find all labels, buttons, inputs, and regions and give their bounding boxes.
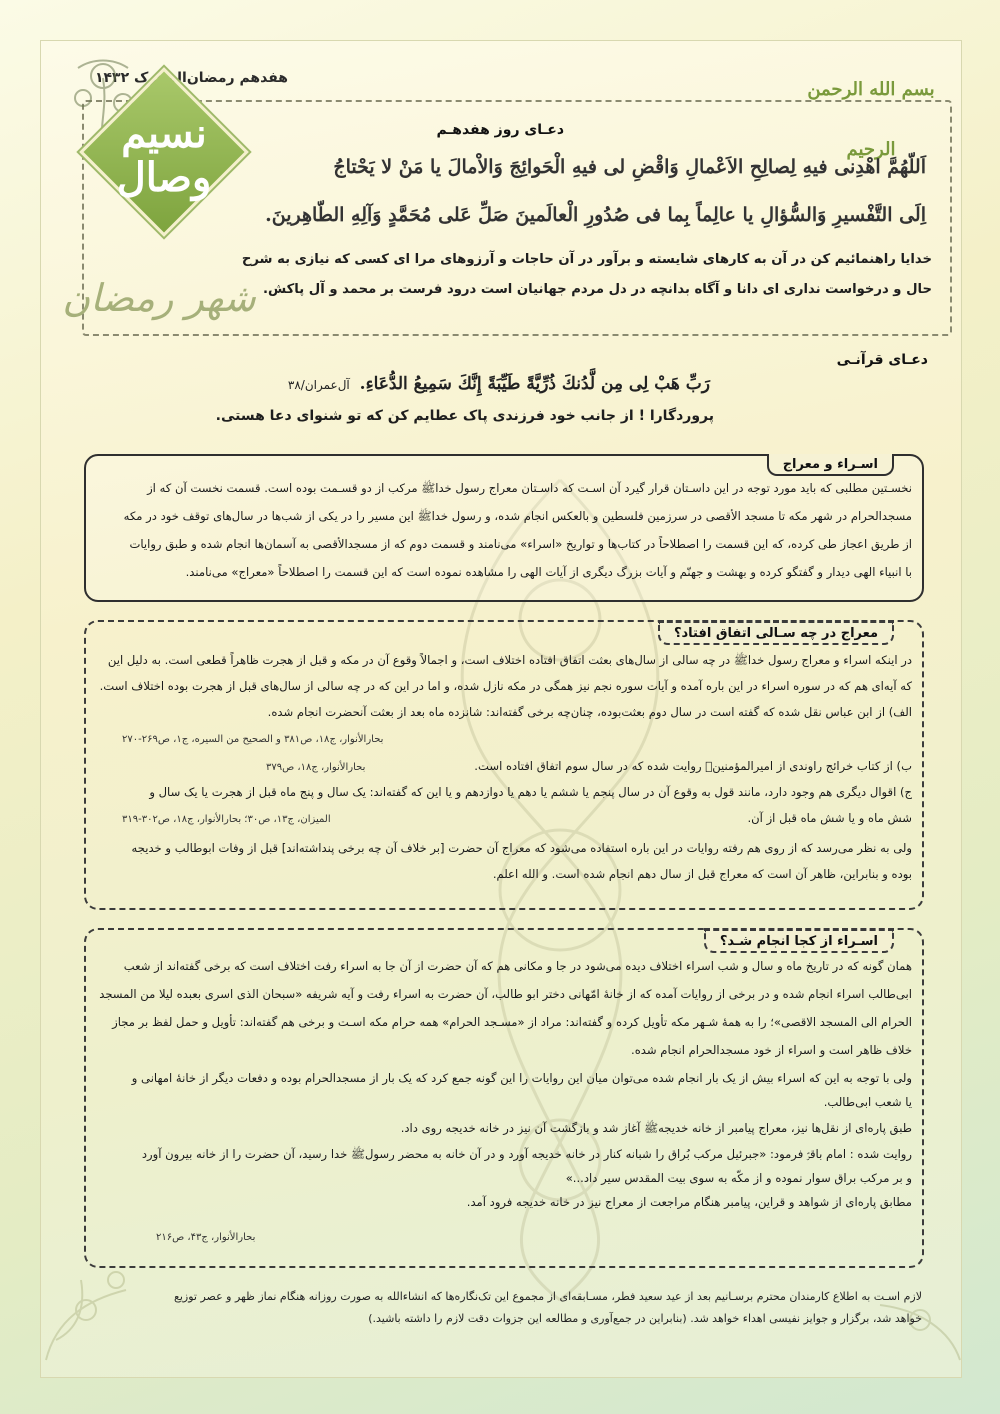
section1-line: با انبیاء الهی دیدار و گفتگو کرده و بهشت و جهنّم و آیات بزرگ دیگری از آیات الهی را مشاهده نموده است که این قسمت را اصطلاحاً «معراج» می‌نامند. bbox=[185, 565, 912, 579]
section2-line-d2: بوده و بنابراین، ظاهر آن است که معراج قبل از سال دهم انجام شده است. و الله اعلم. bbox=[492, 867, 912, 881]
section1-line: مسجدالحرام در شهر مکه تا مسجد الأقصی در سرزمین فلسطین و بالعکس انجام شده، و رسول خداﷺ این مسیر را در یکی از شب‌ها در سال‌های توقف خود در مکه bbox=[123, 509, 912, 523]
ramadan-calligraphy: شهر رمضان bbox=[62, 276, 256, 320]
section-isra-miraj bbox=[84, 454, 924, 602]
section-isra-miraj-title: اسـراء و معراج bbox=[767, 454, 894, 476]
reference-note: بحارالأنوار، ج۱۸، ص۳۸۱ و الصحیح من السیره، ج۱، ص۲۶۹-۲۷۰ bbox=[122, 734, 384, 745]
section3-line: خلاف ظاهر است و اسراء از خود مسجدالحرام انجام شده. bbox=[631, 1043, 912, 1057]
reference-note: بحارالأنوار، ج۱۸، ص۳۷۹ bbox=[266, 762, 366, 773]
section3-line: ولی با توجه به این که اسراء بیش از یک بار انجام شده می‌توان میان این روایات را این گونه جمع کرد که یک بار از مسجدالحرام بوده و دفعات دیگر از خانهٔ امهانی و bbox=[131, 1071, 912, 1085]
date-label: هفدهم رمضان‌المبارک ۱۴۳۲ bbox=[94, 70, 288, 86]
quranic-arabic bbox=[288, 374, 710, 394]
quranic-reference: آل‌عمران/۳۸ bbox=[287, 378, 350, 392]
footer-note-line-1: لازم اسـت به اطلاع کارمندان محترم برسـانیم بعد از عید سعید فطر، مسـابقه‌ای از مجموع این تک‌نگاره‌ها که انشاءالله به صورت روزانه هنگام نماز ظهر و عصر توزیع bbox=[174, 1290, 922, 1303]
footer-note-line-2: خواهد شد، برگزار و جوایز نفیسی اهداء خواهد شد. (بنابراین در جمع‌آوری و مطالعه این جزوات دقت لازم را داشته باشید.) bbox=[368, 1312, 922, 1325]
logo-text: نسیم وصال bbox=[116, 110, 212, 201]
section-miraj-year-title: معراج در چه سـالی اتفاق افتاد؟ bbox=[658, 620, 894, 645]
section3-line: طبق پاره‌ای از نقل‌ها نیز، معراج پیامبر از خانه خدیجهﷺ آغاز شد و بازگشت آن نیز در خانه خدیجه روی داد. bbox=[400, 1121, 912, 1135]
section2-line-b: ب) از کتاب خرائج راوندی از امیرالمؤمنینؑ روایت شده که در سال سوم اتفاق افتاده است. bbox=[474, 759, 912, 773]
bismillah-calligraphy: بسم الله الرحمن الرحیم bbox=[807, 79, 935, 160]
section3-line: و بر مرکب براق سوار نموده و از مکّه به سوی بیت المقدس سیر داد...» bbox=[565, 1171, 912, 1185]
section3-line: الحرام الی المسجد الاقصی»؛ را به همهٔ شـهر مکه تأویل کرده و گفته‌اند: مراد از «مسـجد الحرام» همه حرام مکه اسـت و برخی هم گفته‌اند: تأویل و حمل لفظ بر مجاز bbox=[112, 1015, 912, 1029]
section2-line: در اینکه اسراء و معراج رسول خداﷺ در چه سالی از سال‌های بعثت اتفاق افتاده اختلاف است، و اجمالاً وقوع آن در مکه و قبل از هجرت ظاهراً قطعی است. به دلیل این bbox=[107, 653, 912, 667]
dua-arabic-line-2: اِلَى التَّفْسيرِ وَالسُّؤالِ يا عالِماً بِما فى صُدُورِ الْعالَمينَ صَلِّ عَلى مُحَمَّدٍ وَآلِهِ الطّاهِرينَ. bbox=[265, 204, 926, 226]
dua-persian-line-2: حال و درخواست نداری ای دانا و آگاه بدانچه در دل مردم جهانیان است درود فرست بر محمد و آل پاکش. bbox=[262, 282, 932, 297]
quranic-arabic-text: رَبِّ هَبْ لِى مِن لَّدُنكَ ذُرِّيَّةً طَيِّبَةً إِنَّكَ سَمِيعُ الدُّعَاءِ. bbox=[359, 374, 710, 394]
section-miraj-year bbox=[84, 620, 924, 910]
section2-line-c1: ج) اقوال دیگری هم وجود دارد، مانند قول به وقوع آن در سال پنجم یا ششم یا دهم یا دوازدهم و یا این که گفته‌اند: یک سال و پنج ماه قبل از هجرت یا یک سال و bbox=[149, 785, 912, 799]
section3-line: روایت شده : امام باقرؑ فرمود: «جبرئیل مرکب بُراق را شبانه کنار در خانه خدیجه آورد و در آن خانه به محضر رسول‌ﷺ خدا رسید، آن حضرت را از خانه بیرون آورد bbox=[141, 1147, 912, 1161]
section1-line: از طریق اعجاز طی کرده، که این قسمت را اصطلاحاً در کتاب‌ها و تواریخ «اسراء» می‌نامند و قسمت دوم که از مسجدالأقصی به آسمان‌ها انجام شده و طبق روایات bbox=[129, 537, 912, 551]
section1-line: نخسـتین مطلبی که باید مورد توجه در این داسـتان قرار گیرد آن اسـت که داسـتان معراج رسول خداﷺ مرکب از دو قسـمت بوده است. قسمت نخست آن که از bbox=[147, 481, 912, 495]
section3-line: همان گونه که در تاریخ ماه و سال و شب اسراء اختلاف دیده می‌شود در جا و مکانی هم که آن حضرت از آن جا به اسراء رفت اختلاف است که برخی گفته‌اند از شعب bbox=[123, 959, 912, 973]
section3-line: مطابق پاره‌ای از شواهد و قراین، پیامبر هنگام مراجعت از معراج نیز در خانه خدیجه فرود آمد. bbox=[466, 1195, 912, 1209]
section2-line-c2: شش ماه و یا شش ماه قبل از آن. bbox=[747, 811, 912, 825]
dua-title: دعـای روز هفدهـم bbox=[436, 122, 564, 138]
section3-line: یا شعب ابی‌طالب. bbox=[823, 1095, 912, 1109]
section-isra-location-title: اسـراء از کجا انجام شـد؟ bbox=[704, 928, 894, 953]
section-isra-location bbox=[84, 928, 924, 1268]
section2-line-d1: ولی به نظر می‌رسد که از روی هم رفته روایات در این باره استفاده می‌شود که معراج آن حضرت [بر خلاف آن چه برخی پنداشته‌اند] قبل از وفات ابوطالب و خدیجه bbox=[131, 841, 912, 855]
section3-line: ابی‌طالب اسراء انجام شده و در برخی از روایات آمده که از خانهٔ امّهانی دختر ابو طالب، آن حضرت به اسراء رفت و آیه شریفه «سبحان الذی اسری بعبده لیلا من المسجد bbox=[99, 987, 912, 1001]
reference-note: بحارالأنوار، ج۴۳، ص۲۱۶ bbox=[156, 1232, 256, 1243]
section2-line: الف) از ابن عباس نقل شده که گفته است در سال دوم بعثت‌بوده، چنان‌چه برخی گفته‌اند: شانزده ماه بعد از بعثت آنحضرت انجام شده. bbox=[267, 705, 912, 719]
section2-line: که آیه‌ای هم که در سوره اسراء در این باره آمده و آیات سوره نجم نیز همگی در مکه نازل شده، و اما در این که در چه سالی از سال‌های قبل از هجرت بوده اختلاف است. bbox=[99, 679, 912, 693]
dua-arabic-line-1: اَللّهُمَّ اهْدِنى فيهِ لِصالِحِ الاَعْمالِ وَاقْضِ لى فيهِ الْحَوائِجَ وَالاْمالَ يا مَنْ لا يَحْتاجُ bbox=[333, 156, 926, 178]
dua-persian-line-1: خدایا راهنمائیم کن در آن به کارهای شایسته و برآور در آن حاجات و آرزوهای مرا ای کسی که نیازی به شرح bbox=[241, 252, 932, 267]
quranic-persian: پروردگارا ! از جانب خود فرزندی پاک عطایم کن که تو شنوای دعا هستی. bbox=[215, 408, 714, 424]
quranic-dua-title: دعـای قرآنـی bbox=[836, 352, 928, 368]
reference-note: المیزان، ج۱۳، ص۳۰؛ بحارالأنوار، ج۱۸، ص۳۰۲-۳۱۹ bbox=[122, 814, 331, 825]
